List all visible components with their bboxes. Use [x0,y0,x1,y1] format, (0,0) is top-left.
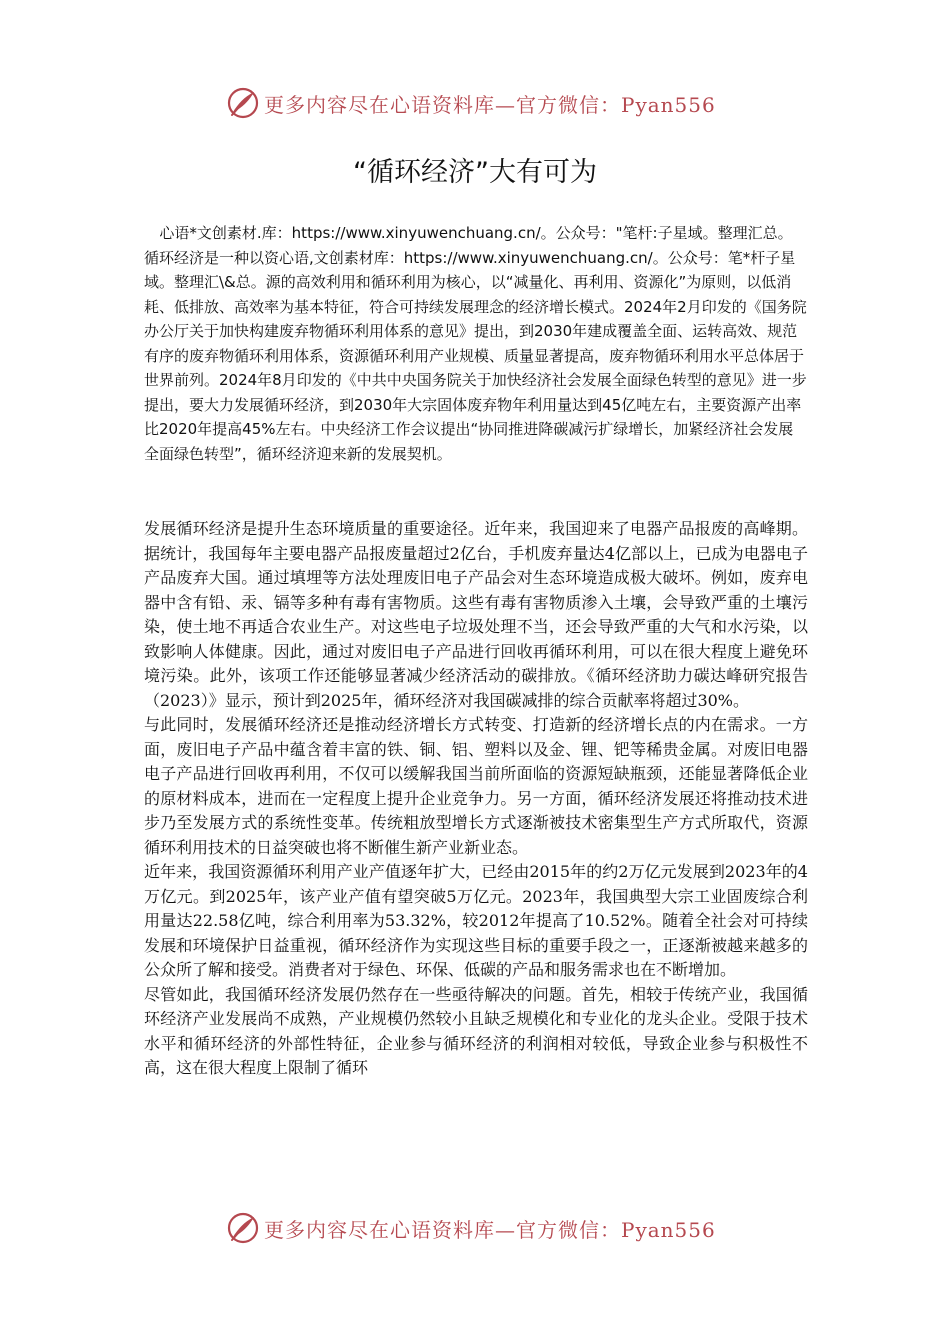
article-title: “循环经济”大有可为 [353,157,597,188]
body-paragraph: 尽管如此，我国循环经济发展仍然存在一些亟待解决的问题。首先，相较于传统产业，我国循环经济产业发展尚不成熟，产业规模仍然较小且缺乏规模化和专业化的龙头企业。受限于技术水平和循环经济的外部性特征，企业参与循环经济的利润相对较低，导致企业参与积极性不高，这在很大程度上限制了循环 [144,984,808,1077]
body-paragraph: 发展循环经济是提升生态环境质量的重要途径。近年来，我国迎来了电器产品报废的高峰期。据统计，我国每年主要电器产品报废量超过2亿台，手机废弃量达4亿部以上，已成为电器电子产品废弃大国。通过填埋等方法处理废旧电子产品会对生态环境造成极大破坏。例如，废弃电器中含有铅、汞、镉等多种有毒有害物质。这些有毒有害物质渗入土壤，会导致严重的土壤污染，使土地不再适合农业生产。对这些电子垃圾处理不当，还会导致严重的大气和水污染，以致影响人体健康。因此，通过对废旧电子产品进行回收再循环利用，可以在很大程度上避免环境污染。此外，该项工作还能够显著减少经济活动的碳排放。《循环经济助力碳达峰研究报告（2023）》显示，预计到2025年，循环经济对我国碳减排的综合贡献率将超过30%。 [144,519,808,710]
banner-text: 更多内容尽在心语资料库—官方微信：Pyan556 [264,1217,716,1242]
source-line: 心语*文创素材.库：https://www.xinyuwenchuang.cn/。公众号："笔杆:子星域。整理汇总。 [159,224,793,242]
quill-logo-icon [226,1211,260,1245]
intro-section [144,221,808,466]
header-banner[interactable] [226,84,746,122]
quill-logo-icon [226,86,260,120]
body-paragraph: 近年来，我国资源循环利用产业产值逐年扩大，已经由2015年的约2万亿元发展到2023年的4万亿元。到2025年，该产业产值有望突破5万亿元。2023年，我国典型大宗工业固废综合利用量达22.58亿吨，综合利用率为53.32%，较2012年提高了10.52%。随着全社会对可持续发展和环境保护日益重视，循环经济作为实现这些目标的重要手段之一，正逐渐被越来越多的公众所了解和接受。消费者对于绿色、环保、低碳的产品和服务需求也在不断增加。 [144,862,808,979]
intro-paragraph: 循环经济是一种以资心语,文创素材库：https://www.xinyuwenchuang.cn/。公众号：笔*杆子星域。整理汇\&总。源的高效利用和循环利用为核心，以“减量化、再利用、资源化”为原则，以低消耗、低排放、高效率为基本特征，符合可持续发展理念的经济增长模式。2024年2月印发的《国务院办公厅关于加快构建废弃物循环利用体系的意见》提出，到2030年建成覆盖全面、运转高效、规范有序的废弃物循环利用体系，资源循环利用产业规模、质量显著提高，废弃物循环利用水平总体居于世界前列。2024年8月印发的《中共中央国务院关于加快经济社会发展全面绿色转型的意见》进一步提出，要大力发展循环经济，到2030年大宗固体废弃物年利用量达到45亿吨左右，主要资源产出率比2020年提高45%左右。中央经济工作会议提出“协同推进降碳减污扩绿增长，加紧经济社会发展全面绿色转型”，循环经济迎来新的发展契机。 [144,248,807,463]
footer-banner[interactable] [226,1209,746,1247]
banner-text: 更多内容尽在心语资料库—官方微信：Pyan556 [264,92,716,117]
body-paragraph: 与此同时，发展循环经济还是推动经济增长方式转变、打造新的经济增长点的内在需求。一方面，废旧电子产品中蕴含着丰富的铁、铜、铝、塑料以及金、锂、钯等稀贵金属。对废旧电器电子产品进行回收再利用，不仅可以缓解我国当前所面临的资源短缺瓶颈，还能显著降低企业的原材料成本，进而在一定程度上提升企业竞争力。另一方面，循环经济发展还将推动技术进步乃至发展方式的系统性变革。传统粗放型增长方式逐渐被技术密集型生产方式所取代，资源循环利用技术的日益突破也将不断催生新产业新业态。 [144,715,808,857]
main-body [144,517,808,1081]
